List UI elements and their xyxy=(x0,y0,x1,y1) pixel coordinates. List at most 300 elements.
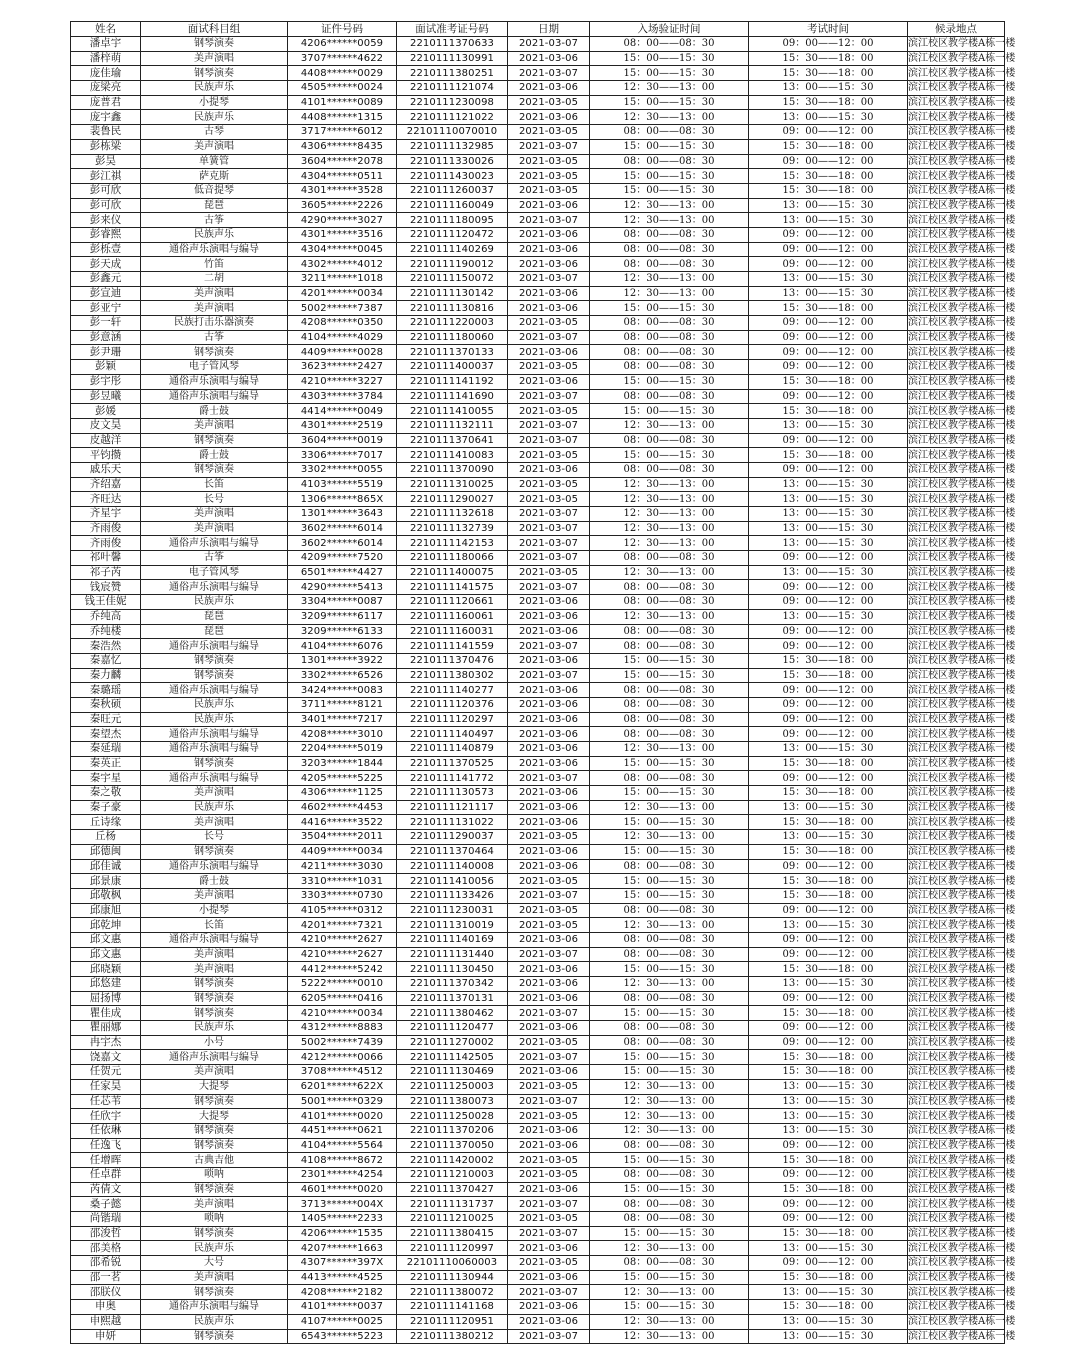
cell-id-number: 4211******3030 xyxy=(288,859,397,874)
cell-checkin-time: 08：00——08：30 xyxy=(590,932,749,947)
cell-date: 2021-03-07 xyxy=(508,1050,590,1065)
table-body xyxy=(71,37,1016,1344)
cell-exam-time: 09：00——12：00 xyxy=(749,947,908,962)
cell-id-number: 4412******5242 xyxy=(288,962,397,977)
cell-exam-time: 09：00——12：00 xyxy=(749,1256,908,1271)
cell-waiting-location: 滨江校区教学楼A栋一楼 xyxy=(908,1183,1016,1195)
cell-name: 申奥 xyxy=(71,1300,141,1315)
header-waiting-location: 候录地点 xyxy=(908,22,1005,37)
cell-name: 冉宇杰 xyxy=(71,1035,141,1050)
cell-checkin-time: 12：30——13：00 xyxy=(590,742,749,757)
cell-checkin-time: 08：00——08：30 xyxy=(590,1197,749,1212)
cell-admission-number: 2210111160049 xyxy=(397,198,508,213)
table-row xyxy=(71,1241,1005,1256)
cell-name: 潘梓萌 xyxy=(71,51,141,66)
cell-subject-group: 民族声乐 xyxy=(141,800,288,815)
table-row xyxy=(71,477,1005,492)
cell-date: 2021-03-07 xyxy=(508,37,590,52)
cell-admission-number: 2210111141575 xyxy=(397,580,508,595)
cell-date: 2021-03-07 xyxy=(508,639,590,654)
cell-name: 申妍 xyxy=(71,1329,141,1344)
cell-date: 2021-03-07 xyxy=(508,418,590,433)
cell-exam-time: 15：30——18：00 xyxy=(749,1300,908,1315)
cell-exam-time: 15：30——18：00 xyxy=(749,874,908,889)
cell-id-number: 6201******622X xyxy=(288,1079,397,1094)
cell-name: 申熙越 xyxy=(71,1314,141,1329)
cell-id-number: 4304******0511 xyxy=(288,169,397,184)
cell-subject-group: 钢琴演奏 xyxy=(141,1182,288,1197)
cell-id-number: 4207******1663 xyxy=(288,1241,397,1256)
cell-id-number: 6543******5223 xyxy=(288,1329,397,1344)
cell-id-number: 3713******004X xyxy=(288,1197,397,1212)
cell-exam-time: 15：30——18：00 xyxy=(749,962,908,977)
cell-date: 2021-03-06 xyxy=(508,51,590,66)
cell-admission-number: 2210111132739 xyxy=(397,521,508,536)
cell-exam-time: 09：00——12：00 xyxy=(749,37,908,52)
cell-checkin-time: 12：30——13：00 xyxy=(590,1329,749,1344)
cell-exam-time: 09：00——12：00 xyxy=(749,316,908,331)
cell-id-number: 3605******2226 xyxy=(288,198,397,213)
cell-admission-number: 2210111210025 xyxy=(397,1212,508,1227)
cell-admission-number: 2210111160031 xyxy=(397,624,508,639)
cell-name: 庞宇鑫 xyxy=(71,110,141,125)
cell-waiting-location: 滨江校区教学楼A栋一楼 xyxy=(908,552,1016,564)
cell-waiting-location: 滨江校区教学楼A栋一楼 xyxy=(908,493,1016,505)
cell-id-number: 3401******7217 xyxy=(288,712,397,727)
cell-id-number: 4408******1315 xyxy=(288,110,397,125)
header-id-number: 证件号码 xyxy=(288,22,397,37)
cell-subject-group: 美声演唱 xyxy=(141,418,288,433)
cell-date: 2021-03-06 xyxy=(508,727,590,742)
cell-id-number: 4290******5413 xyxy=(288,580,397,595)
cell-name: 邱悠建 xyxy=(71,977,141,992)
cell-waiting-location: 滨江校区教学楼A栋一楼 xyxy=(908,934,1016,946)
cell-id-number: 4206******1535 xyxy=(288,1226,397,1241)
cell-admission-number: 2210111380415 xyxy=(397,1226,508,1241)
cell-waiting-location: 滨江校区教学楼A栋一楼 xyxy=(908,669,1016,681)
cell-date: 2021-03-05 xyxy=(508,169,590,184)
cell-id-number: 4104******4029 xyxy=(288,330,397,345)
cell-waiting-location: 滨江校区教学楼A栋一楼 xyxy=(908,993,1016,1005)
cell-exam-time: 09：00——12：00 xyxy=(749,859,908,874)
cell-subject-group: 钢琴演奏 xyxy=(141,1285,288,1300)
cell-checkin-time: 08：00——08：30 xyxy=(590,227,749,242)
cell-subject-group: 古筝 xyxy=(141,551,288,566)
cell-checkin-time: 12：30——13：00 xyxy=(590,477,749,492)
table-row xyxy=(71,712,1005,727)
cell-subject-group: 美声演唱 xyxy=(141,786,288,801)
cell-name: 齐雨俊 xyxy=(71,536,141,551)
cell-date: 2021-03-07 xyxy=(508,213,590,228)
cell-checkin-time: 12：30——13：00 xyxy=(590,81,749,96)
cell-checkin-time: 12：30——13：00 xyxy=(590,1123,749,1138)
cell-checkin-time: 08：00——08：30 xyxy=(590,727,749,742)
cell-waiting-location: 滨江校区教学楼A栋一楼 xyxy=(908,567,1016,579)
cell-name: 祁子芮 xyxy=(71,565,141,580)
cell-admission-number: 2210111310025 xyxy=(397,477,508,492)
cell-subject-group: 通俗声乐演唱与编导 xyxy=(141,536,288,551)
cell-name: 彭宣迪 xyxy=(71,286,141,301)
cell-exam-time: 09：00——12：00 xyxy=(749,624,908,639)
cell-subject-group: 低音提琴 xyxy=(141,183,288,198)
cell-checkin-time: 12：30——13：00 xyxy=(590,1079,749,1094)
cell-checkin-time: 12：30——13：00 xyxy=(590,800,749,815)
cell-date: 2021-03-06 xyxy=(508,859,590,874)
cell-name: 邱晓颖 xyxy=(71,962,141,977)
cell-name: 祁叶馨 xyxy=(71,551,141,566)
table-row xyxy=(71,1094,1005,1109)
cell-subject-group: 民族声乐 xyxy=(141,712,288,727)
cell-waiting-location: 滨江校区教学楼A栋一楼 xyxy=(908,111,1016,123)
cell-checkin-time: 08：00——08：30 xyxy=(590,1212,749,1227)
cell-subject-group: 古典吉他 xyxy=(141,1153,288,1168)
cell-subject-group: 民族打击乐器演奏 xyxy=(141,316,288,331)
cell-admission-number: 2210111120661 xyxy=(397,595,508,610)
cell-admission-number: 2210111220003 xyxy=(397,316,508,331)
cell-exam-time: 09：00——12：00 xyxy=(749,1021,908,1036)
cell-name: 齐绍嘉 xyxy=(71,477,141,492)
cell-exam-time: 15：30——18：00 xyxy=(749,66,908,81)
cell-admission-number: 2210111120997 xyxy=(397,1241,508,1256)
cell-waiting-location: 滨江校区教学楼A栋一楼 xyxy=(908,97,1016,109)
cell-checkin-time: 08：00——08：30 xyxy=(590,1021,749,1036)
cell-checkin-time: 08：00——08：30 xyxy=(590,712,749,727)
cell-name: 秦璐瑶 xyxy=(71,683,141,698)
cell-waiting-location: 滨江校区教学楼A栋一楼 xyxy=(908,978,1016,990)
cell-subject-group: 钢琴演奏 xyxy=(141,1138,288,1153)
cell-exam-time: 13：00——15：30 xyxy=(749,81,908,96)
cell-checkin-time: 08：00——08：30 xyxy=(590,433,749,448)
cell-admission-number: 2210111140269 xyxy=(397,242,508,257)
cell-subject-group: 二胡 xyxy=(141,272,288,287)
cell-checkin-time: 12：30——13：00 xyxy=(590,1094,749,1109)
cell-date: 2021-03-05 xyxy=(508,1256,590,1271)
cell-name: 秦嘉忆 xyxy=(71,653,141,668)
cell-subject-group: 通俗声乐演唱与编导 xyxy=(141,389,288,404)
cell-exam-time: 09：00——12：00 xyxy=(749,580,908,595)
cell-date: 2021-03-05 xyxy=(508,1212,590,1227)
cell-id-number: 5002******7439 xyxy=(288,1035,397,1050)
cell-subject-group: 民族声乐 xyxy=(141,1314,288,1329)
cell-id-number: 4206******0059 xyxy=(288,37,397,52)
cell-waiting-location: 滨江校区教学楼A栋一楼 xyxy=(908,434,1016,446)
cell-admission-number: 2210111130991 xyxy=(397,51,508,66)
cell-exam-time: 13：00——15：30 xyxy=(749,977,908,992)
cell-subject-group: 美声演唱 xyxy=(141,815,288,830)
cell-exam-time: 09：00——12：00 xyxy=(749,1167,908,1182)
table-row xyxy=(71,139,1005,154)
cell-admission-number: 2210111142153 xyxy=(397,536,508,551)
cell-exam-time: 09：00——12：00 xyxy=(749,551,908,566)
cell-checkin-time: 15：00——15：30 xyxy=(590,844,749,859)
cell-date: 2021-03-06 xyxy=(508,301,590,316)
cell-date: 2021-03-06 xyxy=(508,991,590,1006)
table-row xyxy=(71,536,1005,551)
cell-id-number: 4409******0034 xyxy=(288,844,397,859)
cell-exam-time: 09：00——12：00 xyxy=(749,639,908,654)
cell-id-number: 3424******0083 xyxy=(288,683,397,698)
cell-admission-number: 2210111121117 xyxy=(397,800,508,815)
cell-waiting-location: 滨江校区教学楼A栋一楼 xyxy=(908,743,1016,755)
cell-exam-time: 15：30——18：00 xyxy=(749,668,908,683)
cell-name: 秦力麟 xyxy=(71,668,141,683)
cell-subject-group: 爵士鼓 xyxy=(141,874,288,889)
cell-date: 2021-03-06 xyxy=(508,110,590,125)
cell-admission-number: 2210111380251 xyxy=(397,66,508,81)
cell-checkin-time: 12：30——13：00 xyxy=(590,507,749,522)
cell-exam-time: 13：00——15：30 xyxy=(749,272,908,287)
table-row xyxy=(71,947,1005,962)
cell-admission-number: 2210111132985 xyxy=(397,139,508,154)
table-row xyxy=(71,242,1005,257)
cell-checkin-time: 15：00——15：30 xyxy=(590,653,749,668)
cell-subject-group: 钢琴演奏 xyxy=(141,66,288,81)
cell-waiting-location: 滨江校区教学楼A栋一楼 xyxy=(908,1213,1016,1225)
cell-checkin-time: 15：00——15：30 xyxy=(590,1300,749,1315)
table-row xyxy=(71,154,1005,169)
table-row xyxy=(71,227,1005,242)
cell-subject-group: 通俗声乐演唱与编导 xyxy=(141,639,288,654)
cell-exam-time: 13：00——15：30 xyxy=(749,1329,908,1344)
cell-id-number: 4304******0045 xyxy=(288,242,397,257)
table-row xyxy=(71,1065,1005,1080)
cell-date: 2021-03-07 xyxy=(508,507,590,522)
cell-subject-group: 通俗声乐演唱与编导 xyxy=(141,683,288,698)
cell-date: 2021-03-06 xyxy=(508,1314,590,1329)
cell-admission-number: 2210111120951 xyxy=(397,1314,508,1329)
cell-exam-time: 13：00——15：30 xyxy=(749,1241,908,1256)
cell-admission-number: 2210111121022 xyxy=(397,110,508,125)
table-row xyxy=(71,418,1005,433)
cell-exam-time: 13：00——15：30 xyxy=(749,213,908,228)
cell-id-number: 3711******8121 xyxy=(288,697,397,712)
cell-exam-time: 09：00——12：00 xyxy=(749,242,908,257)
table-row xyxy=(71,404,1005,419)
table-row xyxy=(71,551,1005,566)
cell-checkin-time: 08：00——08：30 xyxy=(590,316,749,331)
cell-date: 2021-03-06 xyxy=(508,227,590,242)
cell-admission-number: 2210111400037 xyxy=(397,360,508,375)
cell-id-number: 4307******397X xyxy=(288,1256,397,1271)
cell-admission-number: 2210111141690 xyxy=(397,389,508,404)
cell-checkin-time: 15：00——15：30 xyxy=(590,1006,749,1021)
cell-admission-number: 2210111330026 xyxy=(397,154,508,169)
cell-checkin-time: 15：00——15：30 xyxy=(590,66,749,81)
cell-waiting-location: 滨江校区教学楼A栋一楼 xyxy=(908,1242,1016,1254)
header-admission-number: 面试准考证号码 xyxy=(397,22,508,37)
cell-admission-number: 2210111230031 xyxy=(397,903,508,918)
cell-id-number: 1405******2233 xyxy=(288,1212,397,1227)
cell-date: 2021-03-07 xyxy=(508,668,590,683)
cell-id-number: 3310******1031 xyxy=(288,874,397,889)
cell-waiting-location: 滨江校区教学楼A栋一楼 xyxy=(908,273,1016,285)
cell-name: 邱敬枫 xyxy=(71,888,141,903)
cell-name: 平钧攒 xyxy=(71,448,141,463)
cell-date: 2021-03-07 xyxy=(508,536,590,551)
cell-id-number: 4101******0089 xyxy=(288,95,397,110)
cell-date: 2021-03-06 xyxy=(508,683,590,698)
cell-admission-number: 2210111230098 xyxy=(397,95,508,110)
cell-exam-time: 09：00——12：00 xyxy=(749,330,908,345)
table-row xyxy=(71,903,1005,918)
cell-checkin-time: 12：30——13：00 xyxy=(590,110,749,125)
cell-subject-group: 钢琴演奏 xyxy=(141,844,288,859)
cell-waiting-location: 滨江校区教学楼A栋一楼 xyxy=(908,699,1016,711)
cell-admission-number: 2210111121074 xyxy=(397,81,508,96)
table-row xyxy=(71,786,1005,801)
cell-exam-time: 09：00——12：00 xyxy=(749,389,908,404)
cell-subject-group: 钢琴演奏 xyxy=(141,653,288,668)
cell-id-number: 4208******0350 xyxy=(288,316,397,331)
cell-admission-number: 2210111430023 xyxy=(397,169,508,184)
cell-name: 任家昊 xyxy=(71,1079,141,1094)
cell-checkin-time: 08：00——08：30 xyxy=(590,154,749,169)
cell-waiting-location: 滨江校区教学楼A栋一楼 xyxy=(908,1022,1016,1034)
cell-exam-time: 15：30——18：00 xyxy=(749,183,908,198)
cell-id-number: 4409******0028 xyxy=(288,345,397,360)
table-row xyxy=(71,565,1005,580)
cell-waiting-location: 滨江校区教学楼A栋一楼 xyxy=(908,758,1016,770)
exam-schedule-table xyxy=(70,21,1016,1344)
cell-name: 任贺元 xyxy=(71,1065,141,1080)
cell-exam-time: 15：30——18：00 xyxy=(749,1050,908,1065)
cell-subject-group: 通俗声乐演唱与编导 xyxy=(141,771,288,786)
cell-checkin-time: 08：00——08：30 xyxy=(590,1256,749,1271)
cell-date: 2021-03-06 xyxy=(508,786,590,801)
cell-exam-time: 13：00——15：30 xyxy=(749,477,908,492)
cell-id-number: 4104******5564 xyxy=(288,1138,397,1153)
table-row xyxy=(71,183,1005,198)
cell-id-number: 4108******8672 xyxy=(288,1153,397,1168)
table-row xyxy=(71,213,1005,228)
cell-admission-number: 2210111410056 xyxy=(397,874,508,889)
table-row xyxy=(71,521,1005,536)
cell-checkin-time: 08：00——08：30 xyxy=(590,903,749,918)
cell-waiting-location: 滨江校区教学楼A栋一楼 xyxy=(908,625,1016,637)
cell-exam-time: 09：00——12：00 xyxy=(749,433,908,448)
cell-checkin-time: 15：00——15：30 xyxy=(590,1270,749,1285)
cell-subject-group: 长笛 xyxy=(141,477,288,492)
cell-name: 庞佳瑜 xyxy=(71,66,141,81)
cell-waiting-location: 滨江校区教学楼A栋一楼 xyxy=(908,420,1016,432)
cell-waiting-location: 滨江校区教学楼A栋一楼 xyxy=(908,684,1016,696)
table-row xyxy=(71,1079,1005,1094)
table-row xyxy=(71,727,1005,742)
cell-subject-group: 通俗声乐演唱与编导 xyxy=(141,374,288,389)
cell-exam-time: 15：30——18：00 xyxy=(749,815,908,830)
cell-admission-number: 2210111370641 xyxy=(397,433,508,448)
cell-name: 任卓群 xyxy=(71,1167,141,1182)
cell-checkin-time: 12：30——13：00 xyxy=(590,272,749,287)
cell-subject-group: 长号 xyxy=(141,830,288,845)
cell-waiting-location: 滨江校区教学楼A栋一楼 xyxy=(908,963,1016,975)
cell-name: 彭可欣 xyxy=(71,198,141,213)
cell-name: 彭意涵 xyxy=(71,330,141,345)
cell-checkin-time: 15：00——15：30 xyxy=(590,1153,749,1168)
cell-exam-time: 09：00——12：00 xyxy=(749,154,908,169)
cell-checkin-time: 15：00——15：30 xyxy=(590,301,749,316)
cell-checkin-time: 08：00——08：30 xyxy=(590,257,749,272)
cell-id-number: 4306******1125 xyxy=(288,786,397,801)
cell-admission-number: 2210111130573 xyxy=(397,786,508,801)
cell-exam-time: 09：00——12：00 xyxy=(749,683,908,698)
cell-id-number: 6501******4427 xyxy=(288,565,397,580)
cell-subject-group: 美声演唱 xyxy=(141,507,288,522)
cell-subject-group: 美声演唱 xyxy=(141,521,288,536)
cell-exam-time: 13：00——15：30 xyxy=(749,609,908,624)
cell-checkin-time: 15：00——15：30 xyxy=(590,183,749,198)
cell-waiting-location: 滨江校区教学楼A栋一楼 xyxy=(908,1007,1016,1019)
table-row xyxy=(71,389,1005,404)
cell-subject-group: 钢琴演奏 xyxy=(141,37,288,52)
cell-admission-number: 2210111141772 xyxy=(397,771,508,786)
cell-id-number: 3604******2078 xyxy=(288,154,397,169)
cell-id-number: 3304******0087 xyxy=(288,595,397,610)
table-row xyxy=(71,330,1005,345)
cell-checkin-time: 08：00——08：30 xyxy=(590,580,749,595)
cell-name: 邱文惠 xyxy=(71,932,141,947)
cell-subject-group: 钢琴演奏 xyxy=(141,433,288,448)
cell-name: 邱佳诚 xyxy=(71,859,141,874)
cell-checkin-time: 08：00——08：30 xyxy=(590,462,749,477)
cell-admission-number: 22101110060003 xyxy=(397,1256,508,1271)
cell-subject-group: 钢琴演奏 xyxy=(141,1123,288,1138)
cell-subject-group: 大提琴 xyxy=(141,1109,288,1124)
cell-exam-time: 15：30——18：00 xyxy=(749,786,908,801)
cell-checkin-time: 12：30——13：00 xyxy=(590,609,749,624)
cell-date: 2021-03-05 xyxy=(508,183,590,198)
cell-name: 瞿丽娜 xyxy=(71,1021,141,1036)
cell-name: 齐雨俊 xyxy=(71,521,141,536)
cell-name: 桑子懿 xyxy=(71,1197,141,1212)
cell-subject-group: 民族声乐 xyxy=(141,595,288,610)
cell-id-number: 3717******6012 xyxy=(288,125,397,140)
cell-subject-group: 美声演唱 xyxy=(141,947,288,962)
cell-waiting-location: 滨江校区教学楼A栋一楼 xyxy=(908,332,1016,344)
cell-exam-time: 15：30——18：00 xyxy=(749,404,908,419)
cell-name: 邱德闽 xyxy=(71,844,141,859)
cell-subject-group: 民族声乐 xyxy=(141,1021,288,1036)
cell-subject-group: 钢琴演奏 xyxy=(141,345,288,360)
cell-date: 2021-03-07 xyxy=(508,66,590,81)
table-row xyxy=(71,1021,1005,1036)
cell-admission-number: 2210111120297 xyxy=(397,712,508,727)
cell-checkin-time: 12：30——13：00 xyxy=(590,1314,749,1329)
cell-date: 2021-03-05 xyxy=(508,95,590,110)
cell-id-number: 4210******2627 xyxy=(288,932,397,947)
cell-waiting-location: 滨江校区教学楼A栋一楼 xyxy=(908,214,1016,226)
cell-subject-group: 钢琴演奏 xyxy=(141,1329,288,1344)
cell-exam-time: 09：00——12：00 xyxy=(749,903,908,918)
cell-exam-time: 15：30——18：00 xyxy=(749,756,908,771)
cell-date: 2021-03-07 xyxy=(508,433,590,448)
exam-schedule-sheet xyxy=(70,21,1016,1344)
cell-checkin-time: 15：00——15：30 xyxy=(590,169,749,184)
cell-name: 饶嘉文 xyxy=(71,1050,141,1065)
cell-date: 2021-03-07 xyxy=(508,272,590,287)
cell-admission-number: 2210111370050 xyxy=(397,1138,508,1153)
cell-exam-time: 09：00——12：00 xyxy=(749,727,908,742)
cell-subject-group: 美声演唱 xyxy=(141,301,288,316)
cell-name: 彭睿熙 xyxy=(71,227,141,242)
cell-checkin-time: 15：00——15：30 xyxy=(590,1065,749,1080)
table-row xyxy=(71,1182,1005,1197)
cell-admission-number: 2210111210003 xyxy=(397,1167,508,1182)
cell-subject-group: 爵士鼓 xyxy=(141,404,288,419)
cell-admission-number: 2210111380073 xyxy=(397,1094,508,1109)
cell-waiting-location: 滨江校区教学楼A栋一楼 xyxy=(908,1081,1016,1093)
cell-waiting-location: 滨江校区教学楼A栋一楼 xyxy=(908,67,1016,79)
